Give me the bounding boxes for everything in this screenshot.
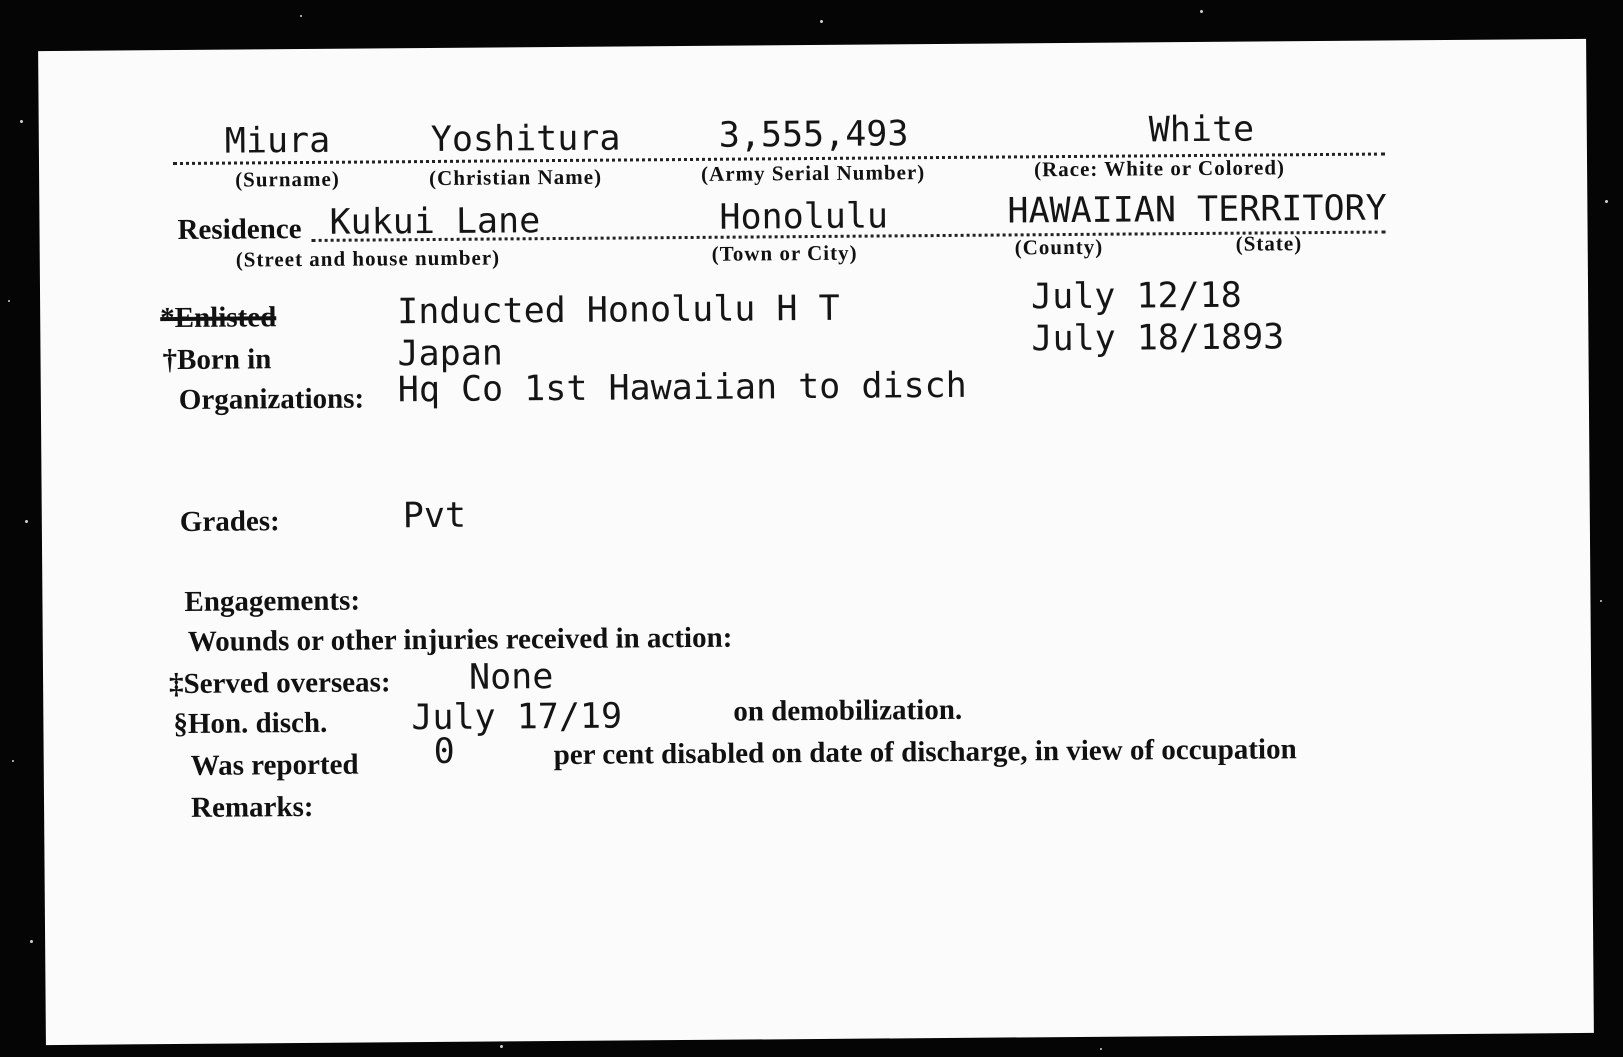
service-record-card	[38, 39, 1594, 1045]
grades-value: Pvt	[402, 495, 467, 537]
christian-name-value: Yoshitura	[430, 118, 621, 161]
town-caption: (Town or City)	[711, 240, 858, 266]
residence-county-state-value: HAWAIIAN TERRITORY	[1007, 188, 1387, 232]
served-overseas-label: ‡Served overseas:	[168, 666, 391, 701]
enlistment-value: Inducted Honolulu H T	[397, 288, 840, 333]
residence-town-value: Honolulu	[719, 196, 889, 238]
grades-label: Grades:	[179, 505, 280, 538]
surname-caption: (Surname)	[235, 166, 340, 192]
organizations-label: Organizations:	[178, 382, 365, 416]
wounds-label: Wounds or other injuries received in action:	[187, 621, 733, 658]
serial-number-caption: (Army Serial Number)	[701, 160, 926, 186]
residence-street-value: Kukui Lane	[329, 201, 541, 243]
street-caption: (Street and house number)	[235, 245, 501, 272]
race-caption: (Race: White or Colored)	[1033, 155, 1286, 182]
birth-date: July 18/1893	[1031, 317, 1285, 360]
enlisted-label: *Enlisted	[160, 301, 277, 335]
was-reported-label: Was reported	[190, 748, 359, 782]
hon-disch-date: July 17/19	[411, 696, 623, 739]
surname-value: Miura	[224, 120, 331, 162]
hon-disch-label: §Hon. disch.	[173, 706, 328, 741]
served-overseas-value: None	[468, 657, 554, 698]
hon-disch-suffix: on demobilization.	[733, 693, 963, 728]
state-caption: (State)	[1235, 231, 1303, 256]
engagements-label: Engagements:	[184, 584, 361, 618]
remarks-label: Remarks:	[190, 790, 314, 824]
birthplace-value: Japan	[397, 333, 504, 375]
disability-percent-value: 0	[433, 731, 455, 773]
organizations-value: Hq Co 1st Hawaiian to disch	[397, 365, 967, 411]
race-value: White	[1148, 109, 1255, 151]
born-in-label: †Born in	[162, 343, 272, 377]
serial-number-value: 3,555,493	[718, 114, 909, 156]
christian-name-caption: (Christian Name)	[429, 164, 603, 191]
residence-label: Residence	[177, 213, 302, 247]
county-caption: (County)	[1014, 234, 1104, 260]
disability-suffix: per cent disabled on date of discharge, in view of occupation	[553, 733, 1297, 772]
enlistment-date: July 12/18	[1030, 275, 1242, 318]
